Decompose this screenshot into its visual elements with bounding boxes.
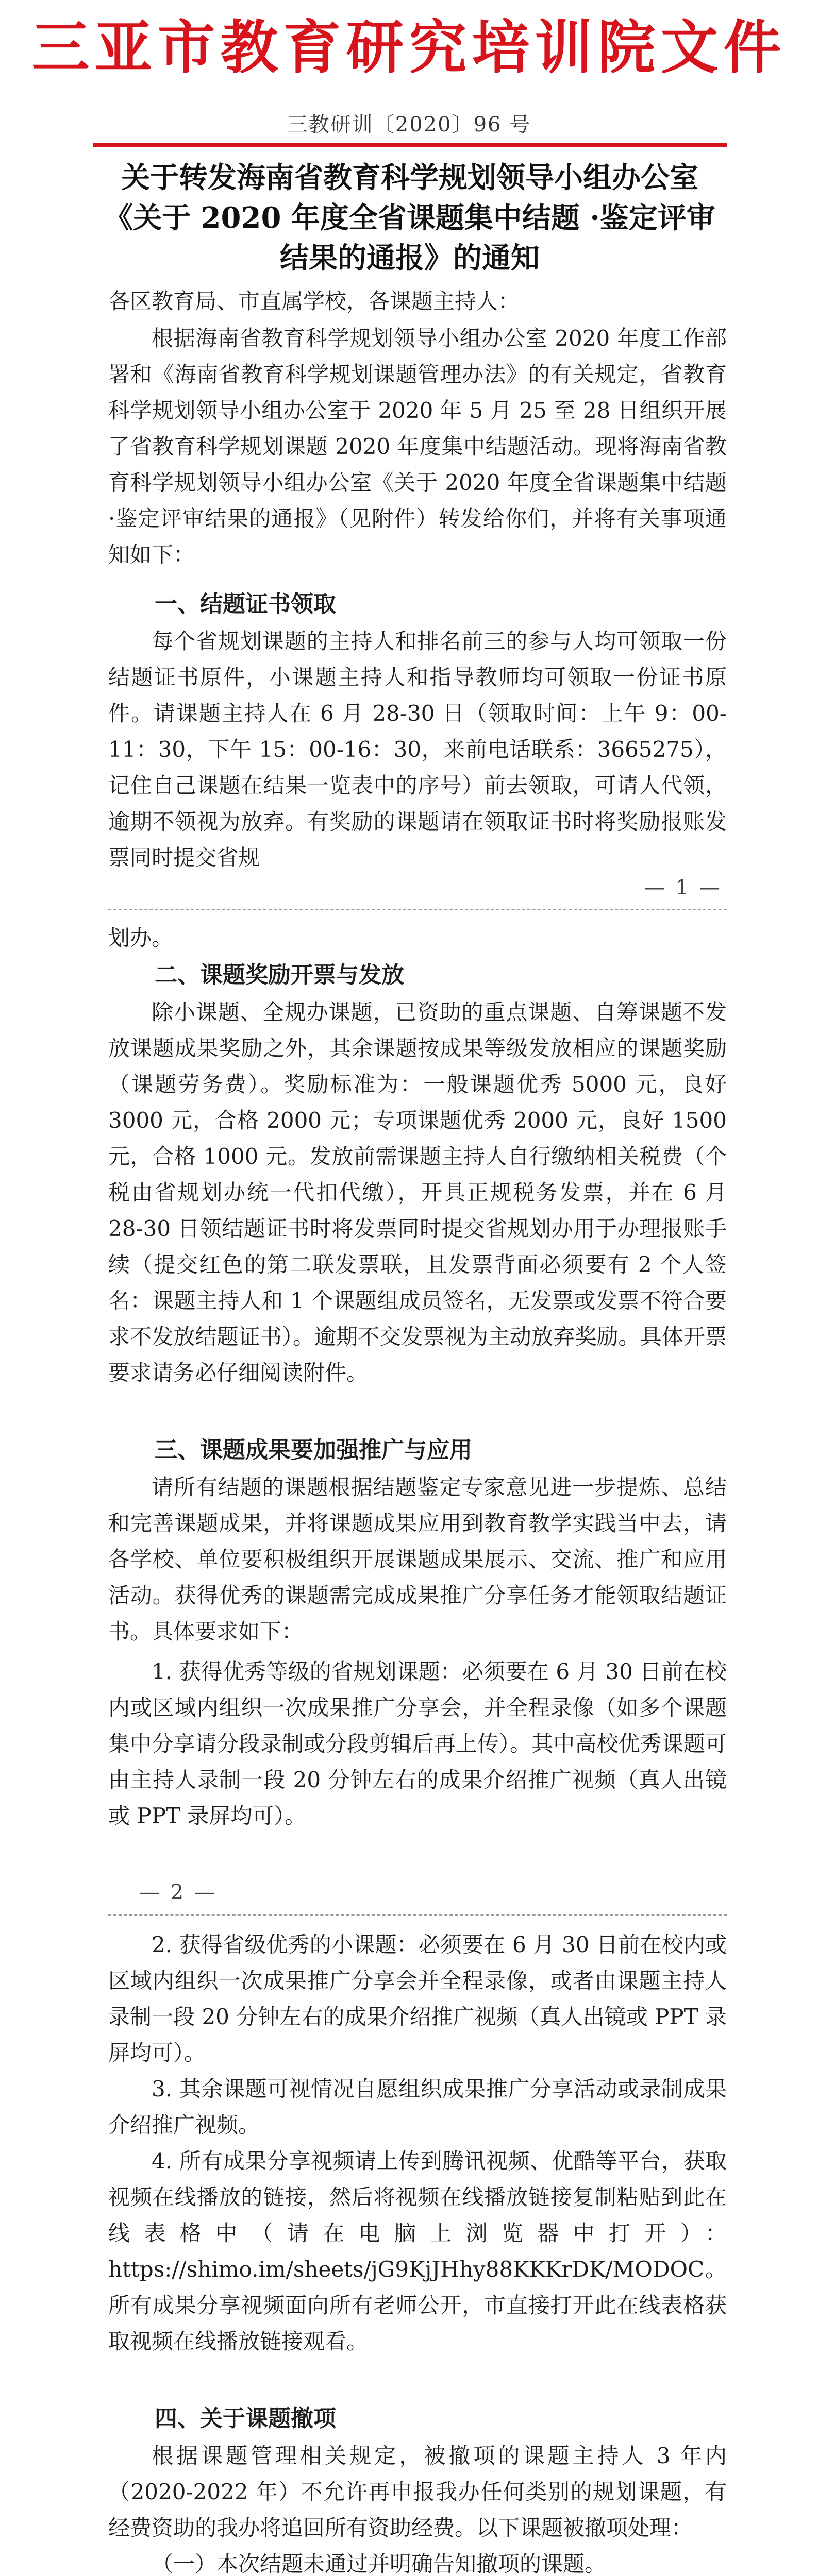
page-number-1: — 1 — bbox=[644, 876, 722, 900]
salutation: 各区教育局、市直属学校，各课题主持人： bbox=[108, 289, 520, 314]
withdraw-item-1: （一）本次结题未通过并明确告知撤项的课题。 bbox=[152, 2551, 607, 2576]
section-4-body: 根据课题管理相关规定，被撤项的课题主持人 3 年内（2020-2022 年）不允许再申报我办任何类别的规划课题，有经费资助的我办将追回所有资助经费。以下课题被撤项处理： bbox=[108, 2443, 727, 2540]
page-break-1 bbox=[108, 909, 727, 910]
section-3-heading: 三、课题成果要加强推广与应用 bbox=[155, 1437, 472, 1463]
section-3-item-2: 2. 获得省级优秀的小课题：必须要在 6 月 30 日前在校内或区域内组织一次成果推广分享会并全程录像，或者由课题主持人录制一段 20 分钟左右的成果介绍推广视频（真人出镜或 PPT 录屏均可）。 bbox=[108, 1932, 727, 2065]
document-title: 关于转发海南省教育科学规划领导小组办公室《关于 2020 年度全省课题集中结题 ·鉴定评审结果的通报》的通知 bbox=[104, 161, 715, 275]
intro-paragraph: 根据海南省教育科学规划领导小组办公室 2020 年度工作部署和《海南省教育科学规划课题管理办法》的有关规定，省教育科学规划领导小组办公室于 2020 年 5 月 25 至 28 日组织开展了省教育科学规划课题 2020 年度集中结题活动。现将海南省教育科学规划领导小组办公室《关于 2020 年度全省课题集中结题 ·鉴定评审结果的通报》（见附件）转发给你们，并将有关事项通知如下： bbox=[108, 326, 727, 567]
section-4-heading: 四、关于课题撤项 bbox=[155, 2405, 336, 2432]
issuing-org-title: 三亚市教育研究培训院文件 bbox=[31, 14, 787, 81]
section-1-heading: 一、结题证书领取 bbox=[155, 591, 336, 617]
section-1-body: 每个省规划课题的主持人和排名前三的参与人均可领取一份结题证书原件，小课题主持人和指导教师均可领取一份证书原件。请课题主持人在 6 月 28-30 日（领取时间：上午 9：00-11：30，下午 15：00-16：30，来前电话联系：3665275），记住自己课题在结果一览表中的序号）前去领取，可请人代领，逾期不领视为放弃。有奖励的课题请在领取证书时将奖励报账发票同时提交省规 bbox=[108, 629, 727, 870]
page-break-2 bbox=[108, 1914, 727, 1916]
section-2-body: 除小课题、全规办课题，已资助的重点课题、自筹课题不发放课题成果奖励之外，其余课题按成果等级发放相应的课题奖励（课题劳务费）。奖励标准为：一般课题优秀 5000 元，良好 3000 元，合格 2000 元；专项课题优秀 2000 元，良好 1500 元，合格 1000 元。发放前需课题主持人自行缴纳相关税费（个税由省规划办统一代扣代缴），开具正规税务发票，并在 6 月 28-30 日领结题证书时将发票同时提交省规划办用于办理报账手续（提交红色的第二联发票联，且发票背面必须要有 2 个人签名：课题主持人和 1 个课题组成员签名，无发票或发票不符合要求不发放结题证书）。逾期不交发票视为主动放弃奖励。具体开票要求请务必仔细阅读附件。 bbox=[108, 999, 727, 1385]
section-3-body: 请所有结题的课题根据结题鉴定专家意见进一步提炼、总结和完善课题成果，并将课题成果应用到教育教学实践当中去，请各学校、单位要积极组织开展课题成果展示、交流、推广和应用活动。获得优秀的课题需完成成果推广分享任务才能领取结题证书。具体要求如下： bbox=[108, 1475, 727, 1644]
section-3-item-4: 4. 所有成果分享视频请上传到腾讯视频、优酷等平台，获取视频在线播放的链接，然后将视频在线播放链接复制粘贴到此在线表格中（请在电脑上浏览器中打开）：https://shimo.im/sheets/jG9KjJHhy88KKKrDK/MODOC。所有成果分享视频面向所有老师公开，市直接打开此在线表格获取视频在线播放链接观看。 bbox=[108, 2148, 727, 2354]
red-divider bbox=[93, 143, 727, 147]
section-2-heading: 二、课题奖励开票与发放 bbox=[155, 962, 404, 988]
page-number-2: — 2 — bbox=[139, 1880, 217, 1904]
page-2-continuation: 划办。 bbox=[108, 925, 174, 951]
section-3-item-1: 1. 获得优秀等级的省规划课题：必须要在 6 月 30 日前在校内或区域内组织一次成果推广分享会，并全程录像（如多个课题集中分享请分段录制或分段剪辑后再上传）。其中高校优秀课题可由主持人录制一段 20 分钟左右的成果介绍推广视频（真人出镜或 PPT 录屏均可）。 bbox=[108, 1659, 727, 1828]
section-3-item-3: 3. 其余课题可视情况自愿组织成果推广分享活动或录制成果介绍推广视频。 bbox=[108, 2076, 727, 2138]
document-number: 三教研训〔2020〕96 号 bbox=[287, 113, 531, 137]
